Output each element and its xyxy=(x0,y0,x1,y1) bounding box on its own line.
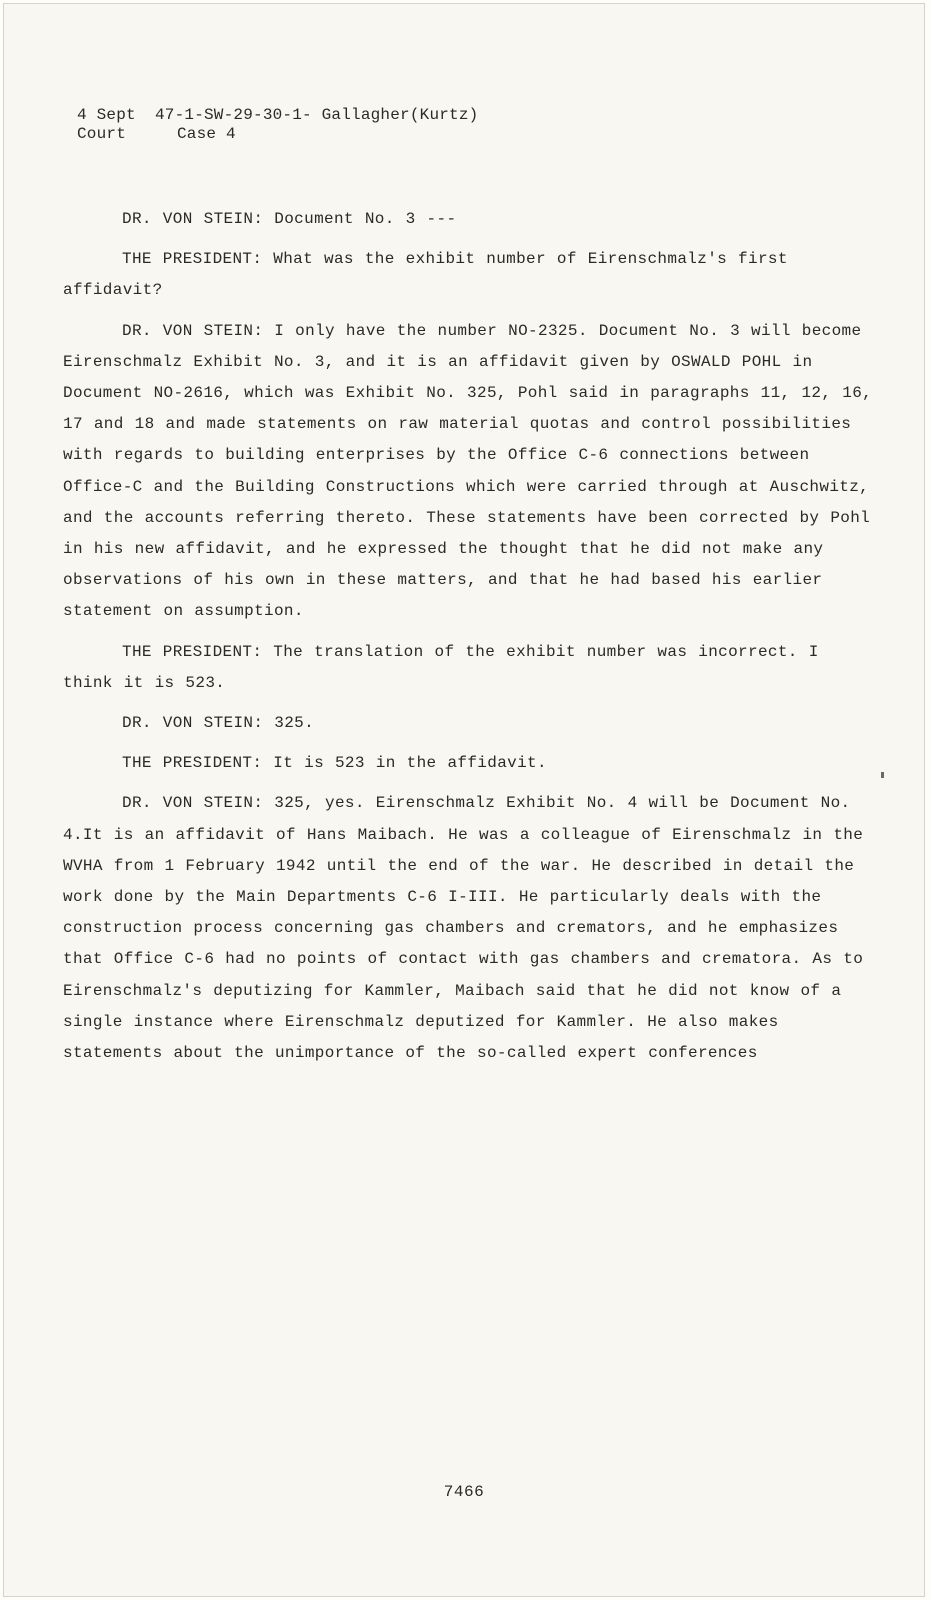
margin-mark xyxy=(881,772,884,778)
paragraph-president-question: THE PRESIDENT: What was the exhibit number of Eirenschmalz's first affidavit? xyxy=(63,250,788,300)
header-date: 4 Sept xyxy=(77,106,136,124)
header-line-2 xyxy=(77,125,478,144)
paragraph-von-stein-maibach-affidavit: DR. VON STEIN: 325, yes. Eirenschmalz Exhibit No. 4 will be Document No. 4.It is an affidavit of Hans Maibach. He was a colleague of Eirenschmalz in the WVHA from 1 February 1942 until the end of the war. He described in detail the work done by the Main Departments C-6 I-III. He particularly deals with the construction process concerning gas chambers and cremators, and he emphasizes that Office C-6 had no points of contact with gas chambers and crematora. As to Eirenschmalz's deputizing for Kammler, Maibach said that he did not know of a single instance where Eirenschmalz deputized for Kammler. He also makes statements about the unimportance of the so-called expert conferences xyxy=(63,794,864,1063)
transcript-header xyxy=(77,106,478,144)
paragraph-von-stein-325: DR. VON STEIN: 325. xyxy=(122,714,315,733)
paragraph-president-523: THE PRESIDENT: It is 523 in the affidavit. xyxy=(122,754,547,773)
header-line-1 xyxy=(77,106,478,125)
document-page xyxy=(3,3,925,1597)
paragraph-president-translation: THE PRESIDENT: The translation of the exhibit number was incorrect. I think it is 523. xyxy=(63,642,819,692)
header-reference: 47-1-SW-29-30-1- Gallagher(Kurtz) xyxy=(155,106,479,124)
header-court: Court xyxy=(77,125,127,143)
transcript-body xyxy=(63,204,875,1078)
page-number: 7466 xyxy=(443,1483,485,1501)
header-case: Case 4 xyxy=(177,125,236,143)
paragraph-von-stein-pohl-affidavit: DR. VON STEIN: I only have the number NO-2325. Document No. 3 will become Eirenschmalz Exhibit No. 3, and it is an affidavit given by OSWALD POHL in Document NO-2616, which was Exhibit No. 325, Pohl said in paragraphs 11, 12, 16, 17 and 18 and made statements on raw material quotas and control possibilities with regards to building enterprises by the Office C-6 connections between Office-C and the Building Constructions which were carried through at Auschwitz, and the accounts referring thereto. These statements have been corrected by Pohl in his new affidavit, and he expressed the thought that he did not make any observations of his own in these matters, and that he had based his earlier statement on assumption. xyxy=(63,321,873,621)
paragraph-von-stein-document-3: DR. VON STEIN: Document No. 3 --- xyxy=(122,210,457,228)
